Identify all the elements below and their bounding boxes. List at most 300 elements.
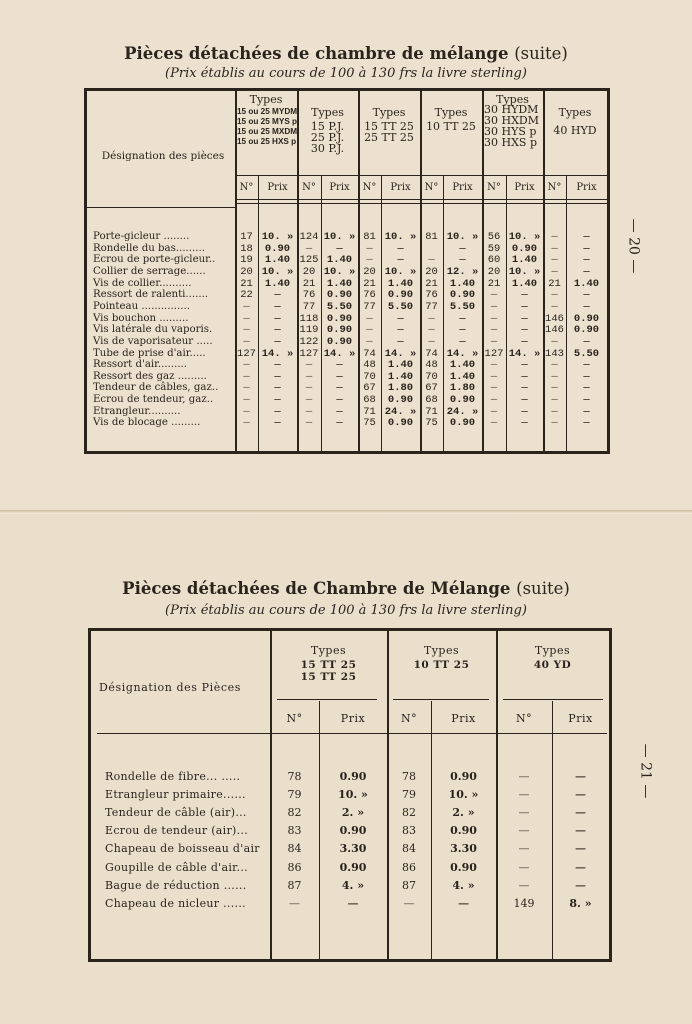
subheader-rule [235, 203, 607, 204]
row-number: 59 [487, 242, 501, 255]
row-price: 0.90 [339, 824, 367, 838]
row-price: — [575, 806, 586, 820]
row-number: — [243, 370, 250, 383]
row-number: 21 [302, 277, 316, 290]
designation-header: Désignation des Pièces [99, 681, 241, 694]
row-price: 5.50 [573, 347, 600, 360]
row-price: 0.90 [387, 289, 414, 302]
row-price: — [583, 405, 590, 418]
title-suite: (suite) [514, 44, 568, 63]
row-price: — [274, 417, 281, 430]
row-price: — [336, 405, 343, 418]
row-number: 20 [302, 265, 316, 278]
row-number: 87 [402, 878, 416, 892]
row-number: 67 [363, 382, 376, 395]
types-header: Types [558, 106, 592, 119]
type-label: 30 HXS p [484, 136, 537, 149]
row-price: — [458, 896, 469, 910]
row-number: 83 [402, 824, 416, 838]
row-number: — [551, 265, 558, 278]
row-price: — [397, 324, 404, 337]
row-price: — [459, 312, 466, 325]
row-number: 19 [240, 254, 253, 267]
type-label: 10 TT 25 [413, 659, 470, 671]
type-label: 15 ou 25 MXDM [237, 127, 298, 136]
row-number: — [366, 312, 373, 325]
row-number: 67 [425, 382, 438, 395]
row-price: 10. » [508, 231, 541, 243]
row-price: 1.40 [326, 254, 353, 267]
price-header: Prix [568, 712, 593, 725]
type-label: 15 P.J. [310, 120, 345, 133]
page-title-top [0, 44, 692, 63]
row-price: — [583, 242, 590, 255]
row-price: 0.90 [326, 335, 353, 348]
row-price: 0.90 [326, 312, 353, 325]
parts-table-bottom [88, 628, 612, 962]
table-row-label: Goupille de câble d'air... [105, 860, 248, 874]
row-price: 0.90 [326, 289, 353, 302]
row-price: 3.30 [450, 842, 477, 856]
row-number: 74 [363, 347, 376, 360]
row-price: — [521, 289, 528, 302]
row-price: — [521, 312, 528, 325]
price-header: Prix [340, 712, 366, 725]
row-number: — [305, 359, 313, 372]
row-price: — [336, 382, 343, 395]
row-number: 76 [363, 289, 376, 302]
row-price: 0.90 [450, 860, 477, 874]
row-number: — [551, 231, 558, 243]
row-price: 0.90 [387, 394, 414, 407]
row-number: — [551, 382, 558, 395]
row-number: 84 [402, 842, 416, 856]
table-row-label: Ressort de ralenti....... [93, 289, 209, 301]
row-price: — [459, 324, 466, 337]
row-number: 87 [287, 878, 302, 892]
row-number: — [551, 335, 558, 348]
row-price: 2. » [341, 806, 365, 820]
row-price: — [274, 324, 281, 337]
row-price: — [521, 359, 528, 372]
type-label: 15 ou 25 MYS p [237, 117, 298, 126]
row-price: 1.40 [449, 359, 476, 372]
row-number: 71 [425, 405, 438, 418]
row-number: — [490, 417, 498, 430]
type-label: 15 TT 25 [300, 659, 357, 671]
row-number: 84 [287, 842, 302, 856]
row-price: — [575, 788, 586, 802]
row-number: — [243, 335, 250, 348]
price-header: Prix [576, 182, 597, 193]
no-header: N° [302, 182, 316, 193]
row-number: 143 [545, 347, 564, 360]
row-price: 10. » [448, 788, 479, 802]
row-price: — [575, 824, 586, 838]
row-price: 4. » [341, 878, 365, 892]
subheader-rule [97, 733, 607, 734]
price-header: Prix [390, 182, 411, 193]
row-number: — [551, 242, 558, 255]
row-price: 14. » [384, 347, 417, 360]
row-number: — [243, 312, 250, 325]
row-price: — [521, 405, 528, 418]
row-number: — [243, 324, 250, 337]
row-number: — [551, 289, 558, 302]
row-price: 5.50 [449, 300, 476, 313]
row-price: — [575, 842, 586, 856]
row-price: 10. » [323, 265, 356, 278]
row-price: — [397, 242, 404, 255]
row-number: 77 [425, 300, 438, 313]
row-price: — [575, 860, 586, 874]
no-header: N° [362, 182, 377, 193]
type-label: 15 TT 25 [364, 120, 414, 133]
row-price: 4. » [452, 878, 475, 892]
row-price: — [583, 335, 590, 348]
row-price: 5.50 [387, 300, 414, 313]
type-label: 30 HYDM [484, 103, 539, 116]
row-number: — [551, 370, 558, 383]
row-number: 18 [240, 242, 253, 255]
types-header: Types [496, 93, 529, 106]
types-header: Types [311, 106, 344, 119]
table-row-label: Vis bouchon ......... [93, 312, 189, 324]
row-number: 74 [425, 347, 438, 360]
row-number: 124 [299, 231, 319, 243]
row-price: — [583, 382, 590, 395]
row-price: 10. » [384, 265, 417, 278]
row-price: — [459, 335, 466, 348]
row-number: 127 [484, 347, 504, 360]
row-number: 81 [363, 231, 376, 243]
row-price: — [336, 370, 343, 383]
no-header: N° [400, 712, 418, 725]
subheader-rule [235, 199, 607, 200]
no-header: N° [547, 182, 562, 193]
row-price: — [274, 312, 281, 325]
row-price: 1.40 [511, 254, 538, 267]
row-number: — [490, 312, 498, 325]
types-header: Types [249, 93, 283, 106]
row-price: 0.90 [387, 417, 414, 430]
row-number: — [518, 806, 530, 820]
row-price: 0.90 [450, 770, 477, 783]
row-price: — [521, 300, 528, 313]
row-number: — [243, 394, 250, 407]
row-price: 12. » [446, 265, 479, 278]
types-rule [277, 699, 377, 700]
row-number: — [551, 417, 558, 430]
row-number: — [551, 359, 558, 372]
row-number: — [428, 324, 435, 337]
types-header: Types [534, 644, 571, 657]
row-price: — [274, 382, 281, 395]
row-price: 3.30 [339, 842, 367, 856]
table-row-label: Pointeau ............... [93, 300, 190, 312]
row-price: 1.40 [264, 277, 291, 290]
row-price: 1.40 [449, 277, 476, 290]
row-number: 68 [363, 394, 376, 407]
row-price: — [336, 394, 343, 407]
row-number: 20 [240, 265, 253, 278]
row-price: 0.90 [573, 324, 600, 337]
row-price: — [274, 394, 281, 407]
row-price: 1.40 [387, 277, 414, 290]
type-label: 40 HYD [553, 124, 597, 137]
no-header: N° [487, 182, 501, 193]
table-row-label: Etrangleur primaire...... [105, 788, 246, 802]
type-label: 15 TT 25 [300, 671, 357, 683]
row-number: — [551, 405, 558, 418]
row-price: — [583, 265, 590, 278]
row-number: 56 [487, 231, 501, 243]
row-price: — [459, 242, 466, 255]
row-number: 122 [299, 335, 319, 348]
page-title-bottom [0, 579, 692, 598]
row-price: 1.80 [449, 382, 476, 395]
row-price: 0.90 [449, 394, 476, 407]
row-price: 1.80 [387, 382, 414, 395]
row-number: 60 [487, 254, 501, 267]
title-suite: (suite) [516, 579, 570, 598]
row-number: — [305, 370, 313, 383]
row-price: 0.90 [450, 824, 477, 838]
header-rule [87, 207, 235, 208]
row-number: — [428, 254, 435, 267]
row-number: — [518, 878, 530, 892]
row-price: — [583, 300, 590, 313]
row-number: 68 [425, 394, 438, 407]
row-price: — [459, 254, 466, 267]
row-number: — [490, 370, 498, 383]
row-price: — [274, 370, 281, 383]
row-number: — [243, 382, 250, 395]
row-number: — [366, 242, 373, 255]
type-label: 25 TT 25 [364, 131, 414, 144]
table-row-label: Ecrou de tendeur (air)... [105, 824, 249, 838]
row-price: 0.90 [339, 770, 367, 783]
row-number: 75 [363, 417, 376, 430]
row-number: — [243, 405, 250, 418]
price-header: Prix [329, 182, 350, 193]
row-price: — [583, 370, 590, 383]
title-text: Pièces détachées de Chambre de Mélange [122, 579, 511, 598]
row-price: 1.40 [511, 277, 538, 290]
table-row-label: Tendeur de câbles, gaz.. [93, 382, 219, 394]
row-number: — [490, 382, 498, 395]
row-number: — [518, 824, 530, 838]
row-number: — [551, 300, 558, 313]
title-text: Pièces détachées de chambre de mélange [124, 44, 509, 63]
types-rule [503, 699, 603, 700]
row-number: — [490, 324, 498, 337]
row-number: 82 [287, 806, 302, 820]
table-row-label: Collier de serrage...... [93, 265, 206, 277]
row-number: 76 [425, 289, 438, 302]
row-price: 0.90 [339, 860, 367, 874]
row-number: 21 [425, 277, 438, 290]
row-number: — [366, 324, 373, 337]
row-number: 22 [240, 289, 253, 302]
row-price: 0.90 [449, 289, 476, 302]
row-price: 24. » [446, 405, 479, 418]
row-price: — [274, 300, 281, 313]
row-number: 21 [363, 277, 376, 290]
row-number: — [490, 300, 498, 313]
row-number: 83 [287, 824, 302, 838]
row-number: — [243, 300, 250, 313]
row-price: 5.50 [326, 300, 353, 313]
table-row-label: Rondelle de fibre... ..... [105, 770, 241, 783]
type-label: 15 ou 25 HXS p [237, 137, 297, 146]
no-header: N° [239, 182, 254, 193]
row-number: 78 [402, 770, 416, 783]
row-number: — [305, 242, 313, 255]
type-label: 30 P.J. [310, 142, 345, 155]
row-number: — [305, 382, 313, 395]
row-price: — [583, 231, 590, 243]
row-number: 48 [363, 359, 376, 372]
row-number: — [428, 312, 435, 325]
row-price: 10. » [338, 788, 368, 802]
row-price: — [521, 335, 528, 348]
subtitle-bottom: (Prix établis au cours de 100 à 130 frs la livre sterling) [165, 603, 527, 618]
row-price: — [575, 878, 586, 892]
types-header: Types [423, 644, 460, 657]
row-price: 0.90 [264, 242, 291, 255]
row-number: 75 [425, 417, 438, 430]
row-number: 118 [299, 312, 319, 325]
row-price: — [336, 242, 343, 255]
row-price: 10. » [261, 265, 294, 278]
row-number: 146 [545, 312, 564, 325]
row-price: — [521, 324, 528, 337]
row-number: — [551, 254, 558, 267]
row-number: 125 [299, 254, 319, 267]
row-price: 8. » [569, 896, 592, 910]
no-header: N° [286, 712, 303, 725]
row-price: 10. » [384, 231, 417, 243]
row-number: 21 [240, 277, 253, 290]
no-header: N° [515, 712, 533, 725]
table-row-label: Ressort d'air......... [93, 359, 188, 371]
row-number: — [490, 394, 498, 407]
row-number: 81 [425, 231, 438, 243]
row-price: — [336, 417, 343, 430]
row-price: 14. » [261, 347, 294, 360]
table-row-label: Vis de vaporisateur ..... [93, 335, 213, 347]
row-price: 0.90 [573, 312, 600, 325]
row-number: 76 [302, 289, 316, 302]
row-price: 24. » [384, 405, 417, 418]
row-number: — [403, 896, 415, 910]
row-price: — [521, 370, 528, 383]
table-row-label: Tendeur de câble (air)... [105, 806, 247, 820]
row-number: 70 [363, 370, 376, 383]
row-price: 0.90 [449, 417, 476, 430]
price-header: Prix [451, 712, 476, 725]
row-price: 0.90 [511, 242, 538, 255]
row-price: — [583, 394, 590, 407]
row-price: — [336, 359, 343, 372]
row-number: 20 [363, 265, 376, 278]
row-number: 20 [425, 265, 438, 278]
row-number: 48 [425, 359, 438, 372]
row-number: — [490, 405, 498, 418]
row-number: — [490, 335, 498, 348]
row-price: 1.40 [573, 277, 600, 290]
row-price: 1.40 [449, 370, 476, 383]
table-row-label: Ecrou de porte-gicleur.. [93, 254, 216, 266]
row-number: — [490, 359, 498, 372]
types-header: Types [434, 106, 468, 119]
row-price: — [521, 382, 528, 395]
row-price: — [521, 394, 528, 407]
table-row-label: Chapeau de nicleur ...... [105, 896, 246, 910]
row-price: 14. » [446, 347, 479, 360]
table-row-label: Porte-gicleur ........ [93, 231, 190, 242]
row-price: 10. » [323, 231, 356, 243]
row-number: 86 [402, 860, 416, 874]
row-price: 2. » [452, 806, 475, 820]
row-number: 79 [287, 788, 302, 802]
row-number: — [518, 860, 530, 874]
row-number: — [518, 842, 530, 856]
subtitle-top: (Prix établis au cours de 100 à 130 frs la livre sterling) [165, 66, 527, 81]
row-price: 14. » [508, 347, 541, 360]
row-number: 70 [425, 370, 438, 383]
table-row-label: Ecrou de tendeur, gaz.. [93, 394, 214, 406]
row-number: — [518, 788, 530, 802]
row-price: — [521, 417, 528, 430]
row-price: — [397, 312, 404, 325]
type-label: 15 ou 25 MYDM [237, 107, 298, 116]
row-price: — [397, 254, 404, 267]
row-price: 0.90 [326, 324, 353, 337]
row-price: — [583, 289, 590, 302]
table-row-label: Chapeau de boisseau d'air [105, 842, 260, 856]
row-number: — [428, 335, 435, 348]
row-number: 146 [545, 324, 564, 337]
row-number: 86 [287, 860, 302, 874]
page-number-top: — 20 — [625, 218, 642, 274]
row-price: — [274, 405, 281, 418]
table-row-label: Etrangleur.......... [93, 405, 181, 417]
table-row-label: Vis latérale du vaporis. [93, 324, 213, 336]
no-header: N° [424, 182, 439, 193]
row-price: — [575, 770, 586, 783]
row-price: 10. » [261, 231, 294, 243]
row-number: — [366, 254, 373, 267]
table-row-label: Vis de blocage ......... [93, 417, 201, 429]
row-price: — [583, 254, 590, 267]
row-price: — [583, 359, 590, 372]
row-price: — [274, 289, 281, 302]
row-price: — [397, 335, 404, 348]
row-number: 77 [302, 300, 316, 313]
row-price: — [347, 896, 359, 910]
row-number: 77 [363, 300, 376, 313]
row-price: — [583, 417, 590, 430]
type-label: 30 HXDM [484, 114, 539, 127]
row-price: 1.40 [264, 254, 291, 267]
row-number: 127 [299, 347, 319, 360]
row-number: 21 [487, 277, 501, 290]
table-row-label: Tube de prise d'air..... [93, 347, 206, 359]
row-price: 1.40 [387, 370, 414, 383]
row-number: 82 [402, 806, 416, 820]
